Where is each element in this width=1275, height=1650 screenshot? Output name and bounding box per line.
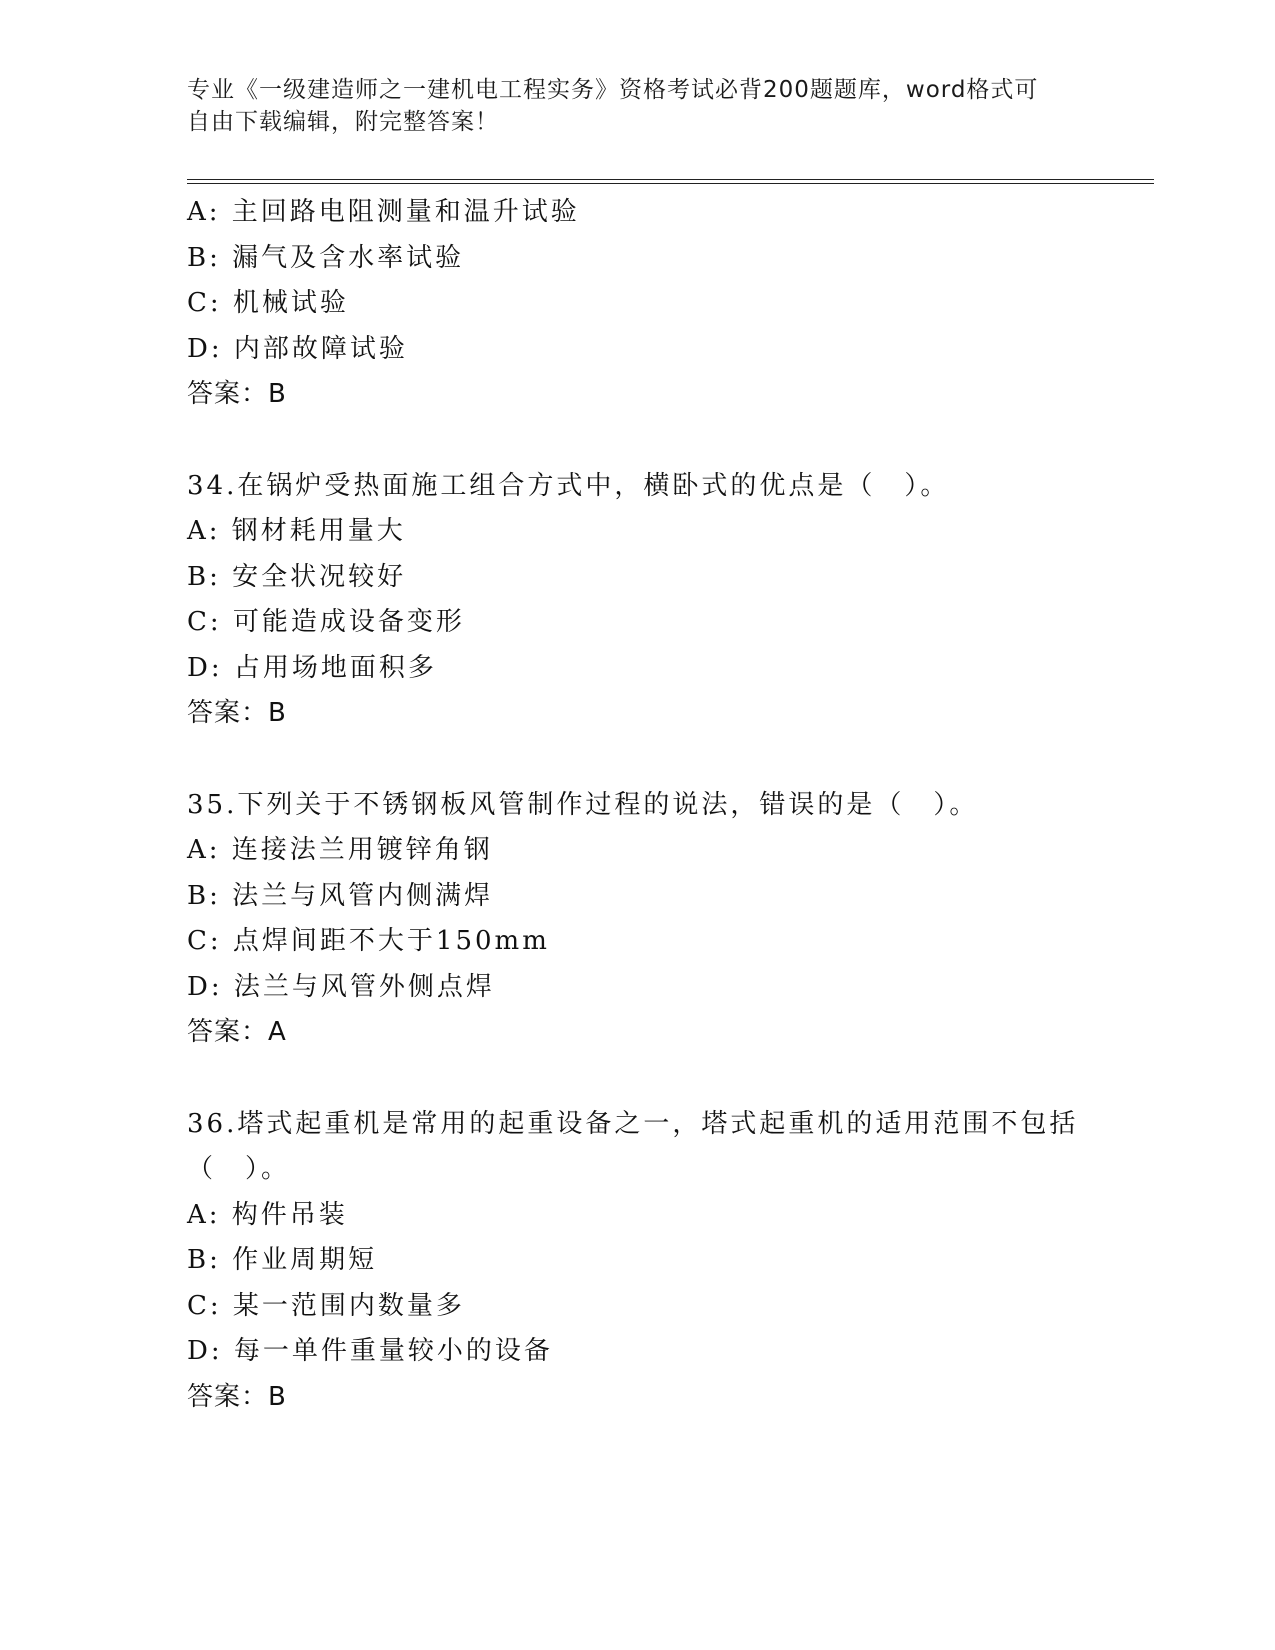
option-c: C: 点焊间距不大于150mm <box>187 926 550 956</box>
header-line-2: 自由下载编辑，附完整答案！ <box>187 109 499 135</box>
question-list <box>187 190 1087 1420</box>
option-d: D: 法兰与风管外侧点焊 <box>187 971 495 1002</box>
question-text-line-2: （ ）。 <box>187 1154 291 1184</box>
option-a: A: 构件吊装 <box>187 1199 348 1230</box>
option-a: A: 钢材耗用量大 <box>187 516 406 546</box>
question-block-34 <box>187 464 1087 737</box>
question-text-line-1: 36.塔式起重机是常用的起重设备之一，塔式起重机的适用范围不包括 <box>187 1108 1079 1139</box>
option-c: C: 可能造成设备变形 <box>187 607 465 637</box>
document-header <box>187 74 1067 138</box>
question-block-35 <box>187 783 1087 1056</box>
option-b: B: 法兰与风管内侧满焊 <box>187 880 494 911</box>
option-b: B: 作业周期短 <box>187 1245 378 1275</box>
spacer <box>187 1056 1087 1102</box>
option-c: C: 某一范围内数量多 <box>187 1290 465 1321</box>
header-line-1: 专业《一级建造师之一建机电工程实务》资格考试必背200题题库，word格式可 <box>187 77 1039 103</box>
spacer <box>187 418 1087 464</box>
answer: 答案：B <box>187 698 287 728</box>
question-block-36 <box>187 1102 1087 1421</box>
question-block-33 <box>187 190 1087 418</box>
option-b: B: 安全状况较好 <box>187 561 407 592</box>
answer: 答案：A <box>187 1017 287 1047</box>
answer: 答案：B <box>187 379 287 409</box>
spacer <box>187 737 1087 783</box>
option-d: D: 每一单件重量较小的设备 <box>187 1336 553 1366</box>
option-d: D: 内部故障试验 <box>187 333 408 364</box>
answer: 答案：B <box>187 1381 287 1412</box>
question-text: 35.下列关于不锈钢板风管制作过程的说法，错误的是（ ）。 <box>187 789 979 820</box>
option-a: A: 连接法兰用镀锌角钢 <box>187 835 493 865</box>
question-text: 34.在锅炉受热面施工组合方式中，横卧式的优点是（ ）。 <box>187 470 950 501</box>
option-d: D: 占用场地面积多 <box>187 652 437 683</box>
option-b: B: 漏气及含水率试验 <box>187 242 465 273</box>
option-a: A: 主回路电阻测量和温升试验 <box>187 197 580 227</box>
header-divider-top <box>187 179 1154 180</box>
header-divider-bottom <box>187 183 1154 184</box>
option-c: C: 机械试验 <box>187 288 349 318</box>
